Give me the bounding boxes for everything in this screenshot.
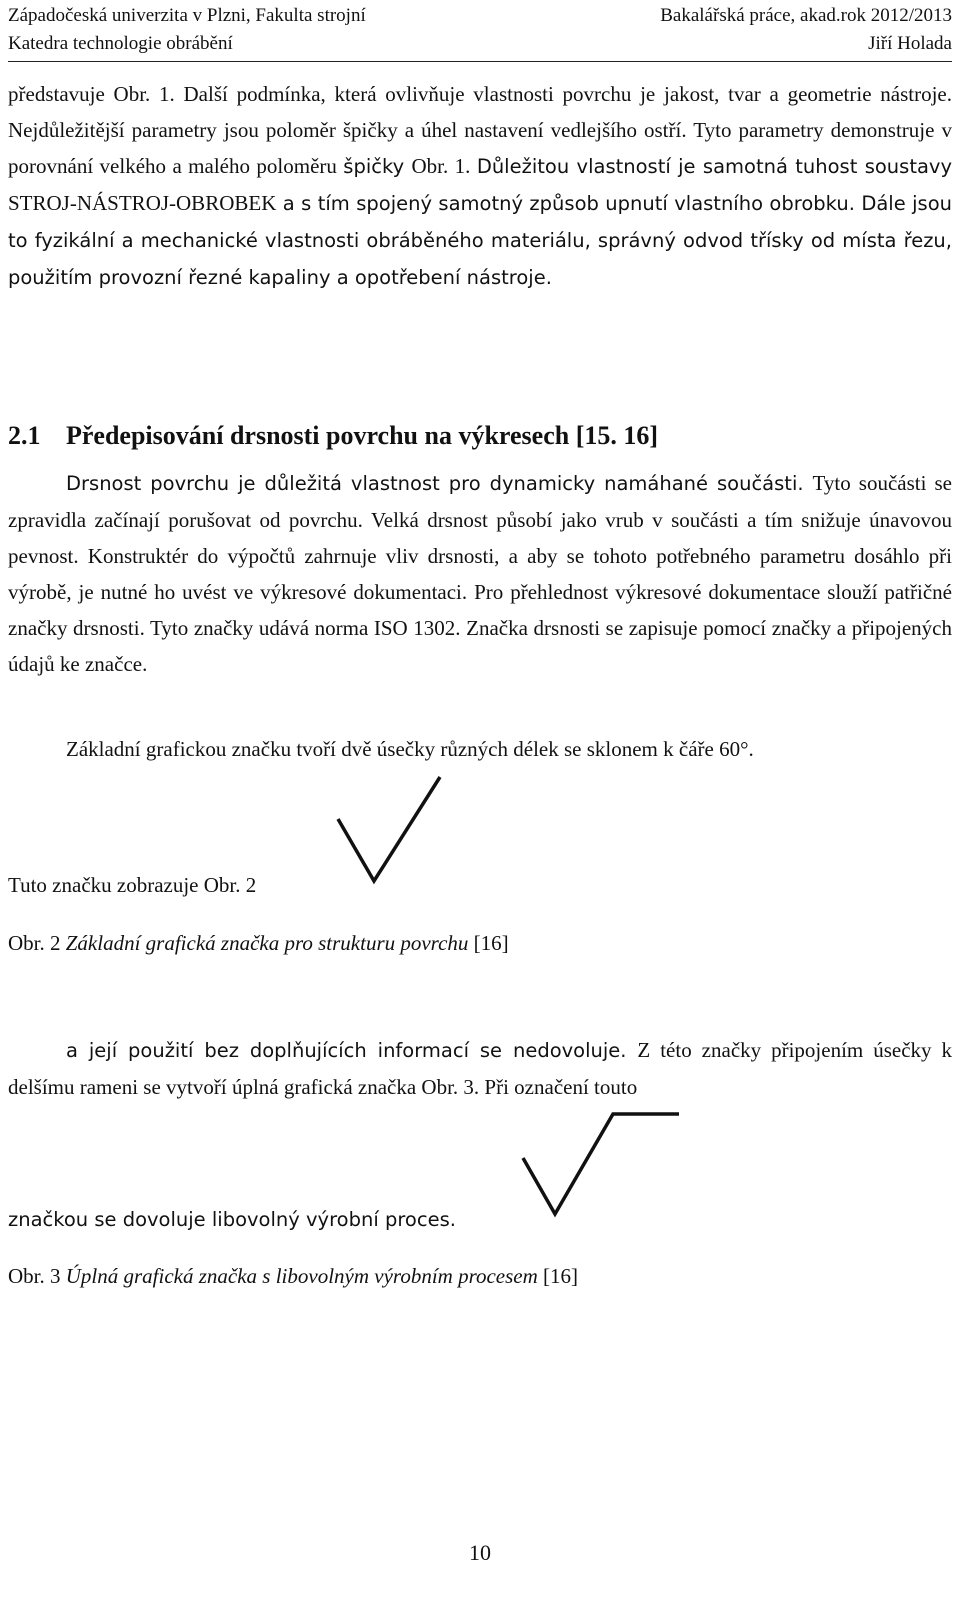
header-divider (8, 61, 952, 62)
section-heading (8, 418, 952, 454)
header-department: Katedra technologie obrábění (8, 33, 233, 54)
header-university: Západočeská univerzita v Plzni, Fakulta strojní (8, 5, 366, 26)
figure-2-caption (8, 925, 509, 961)
paragraph-1-text-b: špičky (343, 155, 412, 178)
figure-2-title: Základní grafická značka pro strukturu povrchu (65, 931, 469, 955)
paragraph-3 (8, 731, 952, 767)
figure-3-title: Úplná grafická značka s libovolným výrobním procesem (65, 1264, 538, 1288)
header-author: Jiří Holada (868, 33, 952, 54)
paragraph-2-text-a: Drsnost povrchu je důležitá vlastnost pro dynamicky namáhané součásti. (66, 472, 813, 495)
paragraph-1-text-e: STROJ-NÁSTROJ-OBROBEK (8, 191, 277, 215)
figure-2-label: Obr. 2 (8, 931, 66, 955)
paragraph-1-text-c: Obr. 1. (411, 154, 477, 178)
paragraph-4-text-b: Z této značky připojením úsečky k delšímu rameni se vytvoří úplná grafická značka Obr. 3. Při označení touto (8, 1038, 953, 1099)
complete-surface-symbol-icon (515, 1106, 685, 1226)
paragraph-3-text: Základní grafickou značku tvoří dvě úsečky různých délek se sklonem k čáře 60°. (66, 737, 754, 761)
header-row-1 (8, 2, 952, 30)
basic-surface-symbol-icon (332, 773, 452, 893)
figure-2-reference: Tuto značku zobrazuje Obr. 2 (8, 873, 257, 897)
figure-2-ref: [16] (468, 931, 509, 955)
paragraph-2-text-d: Konstruktér do výpočtů zahrnuje vliv drsnosti, a aby se tohoto potřebného parametru dosáhlo při výrobě, je nutné ho uvést ve výkresové dokumentaci. Pro přehlednost výkresové dokumentace slouží patřičné značky drsnosti. Tyto značky udává norma ISO 1302. Značka drsnosti se zapisuje pomocí značky a připojených údajů ke značce. (8, 544, 953, 676)
paragraph-1 (8, 76, 952, 296)
header-thesis-info: Bakalářská práce, akad.rok 2012/2013 (660, 5, 952, 26)
figure-3-caption (8, 1258, 578, 1294)
figure-3-label: Obr. 3 (8, 1264, 66, 1288)
paragraph-4 (8, 1032, 952, 1105)
figure-3-reference: značkou se dovoluje libovolný výrobní proces. (8, 1208, 456, 1231)
paragraph-1-text-g: Dále jsou to fyzikální a mechanické vlastnosti obráběného materiálu, správný odvod třísky od místa řezu, použitím provozní řezné kapaliny a opotřebení nástroje. (8, 192, 952, 289)
section-number: 2.1 (8, 421, 41, 450)
paragraph-2-text-b: Tyto součásti se zpravidla začínají porušovat od povrchu. (8, 471, 952, 532)
paragraph-1-text-d: Důležitou vlastností je samotná tuhost soustavy (476, 155, 952, 178)
paragraph-2-text-c: Velká drsnost působí jako vrub v součásti a tím snižuje únavovou pevnost. (8, 508, 952, 568)
section-title: Předepisování drsnosti povrchu na výkresech [15. 16] (66, 421, 659, 450)
paragraph-1-text-a: představuje Obr. 1. Další podmínka, která ovlivňuje vlastnosti povrchu je jakost, tvar a geometrie nástroje. Nejdůležitější parametry jsou poloměr špičky a úhel nastavení vedlejšího ostří. Tyto parametry demonstruje v porovnání velkého a malého poloměru (8, 82, 952, 178)
paragraph-1-text-f: a s tím spojený samotný způsob upnutí vlastního obrobku. (276, 192, 862, 215)
page-number: 10 (469, 1540, 491, 1565)
header-row-2 (8, 30, 952, 58)
paragraph-2 (8, 465, 952, 682)
paragraph-4-text-a: a její použití bez doplňujících informací se nedovoluje. (66, 1039, 638, 1062)
page-header (8, 2, 952, 58)
figure-3-ref: [16] (537, 1264, 579, 1288)
